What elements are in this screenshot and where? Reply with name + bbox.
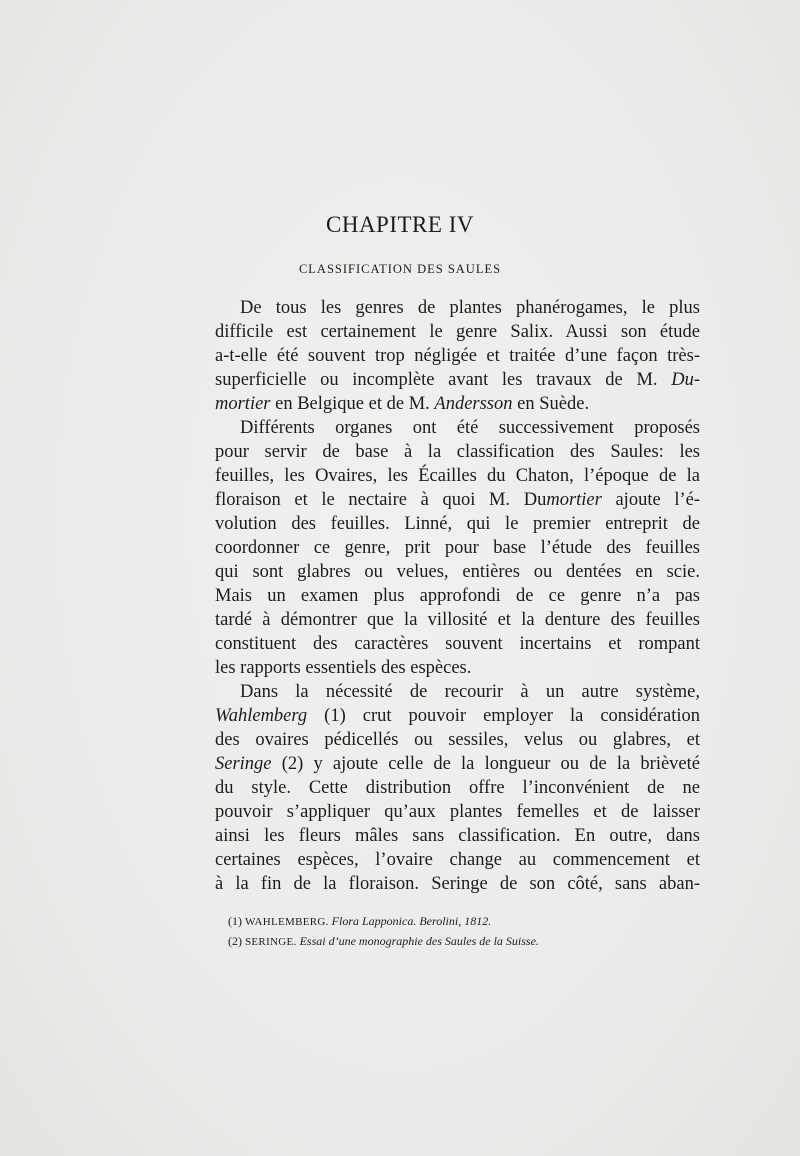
italic-name: Du-	[671, 370, 700, 390]
text-line: à la fin de la floraison. Seringe de son côté, sans aban-	[215, 874, 700, 894]
text-line: a-t-elle été souvent trop négligée et traitée d’une façon très-	[215, 346, 700, 366]
text-line: floraison et le nectaire à quoi M. Dumortier ajoute l’é-	[215, 490, 700, 510]
footnotes	[228, 911, 698, 951]
footnote-number: (1)	[228, 914, 242, 928]
footnote-author: WAHLEMBERG.	[245, 916, 329, 928]
footnote-text: Flora Lapponica. Berolini, 1812.	[331, 914, 492, 928]
footnote-text: Essai d’une monographie des Saules de la Suisse.	[299, 934, 539, 948]
text-line: certaines espèces, l’ovaire change au commencement et	[215, 850, 700, 870]
footnote-author: SERINGE.	[245, 936, 297, 948]
text-line: Dans la nécessité de recourir à un autre système,	[240, 682, 700, 702]
text-line: coordonner ce genre, prit pour base l’étude des feuilles	[215, 538, 700, 558]
text-line: difficile est certainement le genre Salix. Aussi son étude	[215, 322, 700, 342]
text-line: mortier en Belgique et de M. Andersson en Suède.	[215, 394, 590, 414]
chapter-title: CHAPITRE IV	[326, 212, 474, 237]
text-line: pouvoir s’appliquer qu’aux plantes femelles et de laisser	[215, 802, 700, 822]
italic-name: Seringe	[215, 754, 272, 774]
italic-name: mortier	[546, 490, 602, 510]
italic-name: Wahlemberg	[215, 706, 308, 726]
chapter-subtitle: CLASSIFICATION DES SAULES	[298, 262, 502, 276]
footnote-number: (2)	[228, 934, 242, 948]
text-line: qui sont glabres ou velues, entières ou dentées en scie.	[215, 562, 700, 582]
italic-name: mortier	[215, 394, 271, 414]
text-line: Mais un examen plus approfondi de ce genre n’a pas	[215, 586, 700, 606]
text-line: pour servir de base à la classification des Saules: les	[215, 442, 700, 462]
text-line: ainsi les fleurs mâles sans classification. En outre, dans	[215, 826, 700, 846]
text-line: superficielle ou incomplète avant les travaux de M. Du-	[215, 370, 700, 390]
text-line: Différents organes ont été successivement proposés	[240, 418, 700, 438]
text-line: Seringe (2) y ajoute celle de la longueur ou de la brièveté	[215, 754, 700, 774]
text-line: du style. Cette distribution offre l’inconvénient de ne	[215, 778, 700, 798]
text-line: De tous les genres de plantes phanérogames, le plus	[240, 298, 700, 318]
footnote	[228, 911, 698, 931]
text-line: des ovaires pédicellés ou sessiles, velus ou glabres, et	[215, 730, 700, 750]
text-line: volution des feuilles. Linné, qui le premier entreprit de	[215, 514, 700, 534]
text-line: feuilles, les Ovaires, les Écailles du Chaton, l’époque de la	[215, 466, 700, 486]
footnote	[228, 931, 698, 951]
text-line: les rapports essentiels des espèces.	[215, 658, 472, 678]
text-line: constituent des caractères souvent incertains et rompant	[215, 634, 700, 654]
text-line: tardé à démontrer que la villosité et la denture des feuilles	[215, 610, 700, 630]
text-line: Wahlemberg (1) crut pouvoir employer la considération	[215, 706, 700, 726]
italic-name: Andersson	[434, 394, 513, 414]
body-text	[215, 296, 700, 896]
